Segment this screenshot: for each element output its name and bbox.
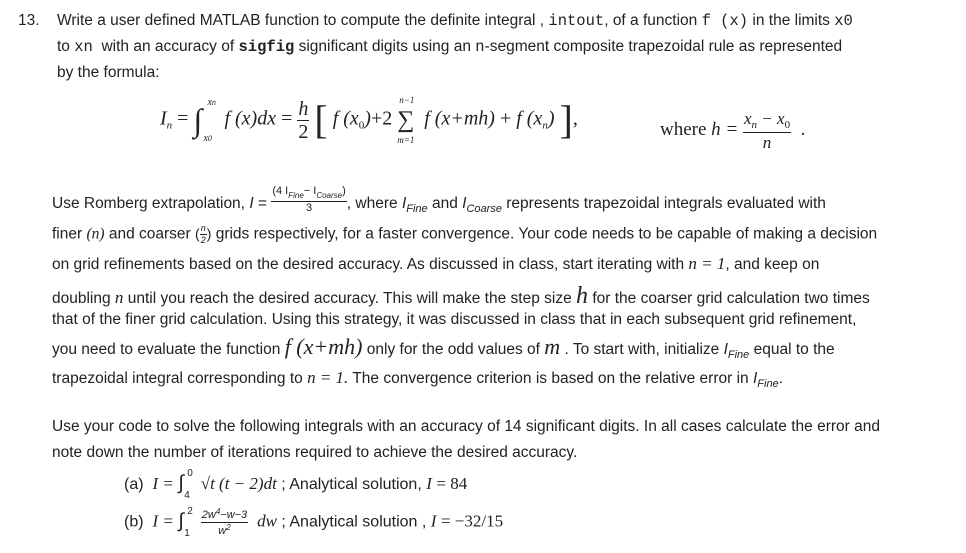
integral-sign: ∫: [178, 472, 184, 494]
h-over-2: [297, 99, 309, 142]
I-equals: I =: [152, 511, 174, 531]
text: with an accuracy of: [101, 38, 235, 55]
f-mid: f (x+mh): [424, 107, 495, 130]
text: only for the odd values of: [366, 341, 540, 358]
plus: +: [370, 107, 383, 130]
text: finer: [52, 225, 83, 243]
upper-limit: 2: [187, 505, 193, 517]
integral: [178, 468, 196, 501]
n-equals-1: n = 1: [688, 254, 726, 273]
text: in the limits: [752, 12, 830, 29]
f-xn: f (x: [516, 107, 543, 130]
I: I: [249, 195, 254, 213]
h-den: 2: [298, 120, 309, 143]
text: until you reach the desired accuracy. This will make the step size: [127, 290, 572, 307]
code-n: n: [475, 38, 485, 56]
code-xn: xn: [74, 38, 93, 56]
I-fine-sub: Fine: [406, 203, 428, 216]
bracket-close: ]: [559, 97, 573, 142]
two: 2: [200, 235, 206, 245]
int-lower-sub: 0: [207, 134, 212, 143]
romberg-line-6: [52, 336, 835, 361]
question-line-2: [57, 38, 842, 56]
sum-sign: ∑: [397, 107, 415, 133]
plus: +: [499, 107, 512, 130]
h-equals: h =: [711, 118, 739, 140]
integral-b: [124, 505, 504, 539]
where: where: [660, 118, 707, 140]
num-rest: −w−3: [220, 509, 248, 521]
two: 2: [382, 107, 393, 130]
lhs-I: I: [160, 107, 167, 130]
sum-lower: m=1: [397, 135, 415, 145]
value: = 84: [436, 474, 468, 494]
integrand-fraction: [201, 508, 248, 537]
text: trapezoidal integral corresponding to: [52, 370, 303, 387]
frac-num: [201, 508, 248, 523]
text: , of a function: [604, 12, 698, 29]
task-line-2: note down the number of iterations required to achieve the desired accuracy.: [52, 444, 578, 461]
text: ; Analytical solution,: [281, 476, 422, 494]
question-number: 13.: [18, 12, 40, 29]
f-xn-close: ): [547, 107, 555, 130]
x0-sub: 0: [784, 119, 791, 131]
lower-limit: 1: [184, 527, 190, 539]
n-over-2: [200, 224, 207, 245]
summation: [397, 95, 419, 145]
h-num: h: [298, 97, 309, 120]
value: = −32/15: [440, 511, 504, 531]
h-fraction: [743, 110, 791, 151]
text: , where: [346, 195, 398, 213]
h-frac-den: n: [762, 133, 772, 152]
n-paren: (n): [86, 225, 105, 243]
text: for the coarser grid calculation two times: [592, 290, 870, 307]
text: . To start with, initialize: [564, 341, 720, 358]
romberg-line-4: [52, 284, 870, 308]
romberg-line-7: [52, 368, 783, 390]
f-x0-sub: 0: [358, 119, 365, 132]
romberg-line-5: that of the finer grid calculation. Using this strategy, it was discussed in class that in each subsequent grid refinement,: [52, 311, 857, 328]
romberg-den: 3: [305, 202, 313, 214]
label-a: (a): [124, 476, 144, 494]
integrand: f (x)dx: [224, 107, 277, 130]
integral-a: [124, 468, 468, 501]
integrand: √t (t − 2)dt: [200, 474, 277, 494]
text: significant digits using an: [298, 38, 471, 55]
n: n: [200, 223, 206, 233]
text: grids respectively, for a faster convergence. Your code needs to be capable of making a decision: [215, 225, 878, 243]
text: you need to evaluate the function: [52, 341, 281, 358]
text: -segment composite trapezoidal rule as represented: [484, 38, 843, 55]
period: .: [778, 370, 783, 387]
equals: =: [281, 107, 293, 130]
text: Write a user defined MATLAB function to compute the definite integral ,: [57, 12, 545, 29]
I-fine: I: [752, 370, 758, 387]
n-equals-1: n = 1.: [307, 368, 349, 387]
I-fine-sub: Fine: [727, 349, 750, 361]
f-x-mh: f (x+mh): [284, 334, 363, 359]
int-lower-x: x: [203, 133, 208, 144]
I-fine: I: [401, 195, 407, 213]
I-coarse: I: [462, 195, 467, 213]
code-fx: f (x): [701, 12, 749, 30]
h-definition: [660, 110, 805, 151]
text: and: [431, 195, 458, 213]
num-2w: 2w: [201, 509, 216, 521]
xn-sub: n: [751, 119, 758, 131]
num-a: (4 I: [272, 185, 289, 197]
romberg-line-3: [52, 254, 819, 274]
comma: ,: [572, 107, 578, 130]
int-upper: [207, 98, 215, 108]
integral-sign: ∫: [193, 102, 203, 138]
romberg-fraction: [271, 186, 346, 214]
text: , and keep on: [725, 256, 820, 273]
I-equals: I =: [152, 474, 174, 494]
lower-limit: 4: [184, 490, 190, 501]
period: .: [800, 118, 806, 140]
text: on grid refinements based on the desired accuracy. As discussed in class, start iterating with: [52, 256, 685, 273]
text: doubling: [52, 290, 111, 307]
label-b: (b): [124, 513, 144, 531]
h-frac-num: [743, 110, 791, 133]
text: to: [57, 38, 70, 55]
text: The convergence criterion is based on the relative error in: [352, 370, 749, 387]
h: h: [576, 283, 589, 309]
integral: [193, 97, 219, 144]
dw: dw: [257, 511, 277, 531]
f-x0: f (x: [332, 107, 359, 130]
I: I: [426, 474, 432, 494]
minus-x0: − x: [757, 109, 785, 128]
num-b: − I: [303, 185, 317, 197]
int-upper-sub: n: [211, 98, 216, 107]
m: m: [544, 334, 561, 359]
question-line-3: by the formula:: [57, 64, 160, 81]
romberg-line-2: finer (n) and coarser ( $\frac{n}{2}$ ) grids respectively, for a faster convergence. Your code needs to be capable of making a decision: [52, 223, 878, 245]
bracket-open: [: [314, 97, 328, 142]
text: equal to the: [753, 341, 835, 358]
den-sup: 2: [226, 523, 231, 532]
f-x0-close: ): [364, 107, 371, 130]
question-line-1: [57, 12, 853, 30]
text: and coarser: [108, 225, 191, 243]
num-sub-coarse: Coarse: [316, 191, 343, 200]
xn: x: [744, 109, 752, 128]
upper-limit: 0: [187, 468, 193, 479]
romberg-num: [271, 186, 346, 202]
code-x0: x0: [834, 12, 853, 30]
text: ; Analytical solution ,: [281, 513, 427, 531]
int-lower: [203, 134, 211, 144]
code-sigfig: sigfig: [238, 38, 295, 56]
trapezoid-formula: [160, 95, 578, 145]
num-sup: 4: [215, 507, 221, 516]
int-upper-x: x: [207, 97, 212, 108]
frac-den: [201, 523, 248, 537]
romberg-line-1: [52, 185, 826, 218]
integral-sign: ∫: [178, 509, 184, 532]
integral: [178, 505, 196, 539]
text: Use Romberg extrapolation,: [52, 195, 245, 213]
I-coarse-sub: Coarse: [466, 203, 502, 216]
equals: =: [177, 107, 189, 130]
num-c: ): [342, 185, 346, 197]
lhs-sub: n: [166, 119, 173, 132]
num-sub-fine: Fine: [288, 191, 304, 200]
I-fine: I: [723, 341, 728, 358]
I-fine-sub: Fine: [757, 378, 779, 390]
n: n: [114, 288, 124, 307]
task-line-1: Use your code to solve the following integrals with an accuracy of 14 significant digits. In all cases calculate the error and: [52, 418, 880, 435]
den-w: w: [218, 525, 227, 537]
sum-upper: n−1: [399, 95, 415, 105]
f-xn-sub: n: [542, 119, 548, 132]
code-intout: intout: [548, 12, 605, 30]
I: I: [430, 511, 437, 531]
text: represents trapezoidal integrals evaluated with: [506, 195, 826, 213]
equals: =: [257, 195, 267, 213]
